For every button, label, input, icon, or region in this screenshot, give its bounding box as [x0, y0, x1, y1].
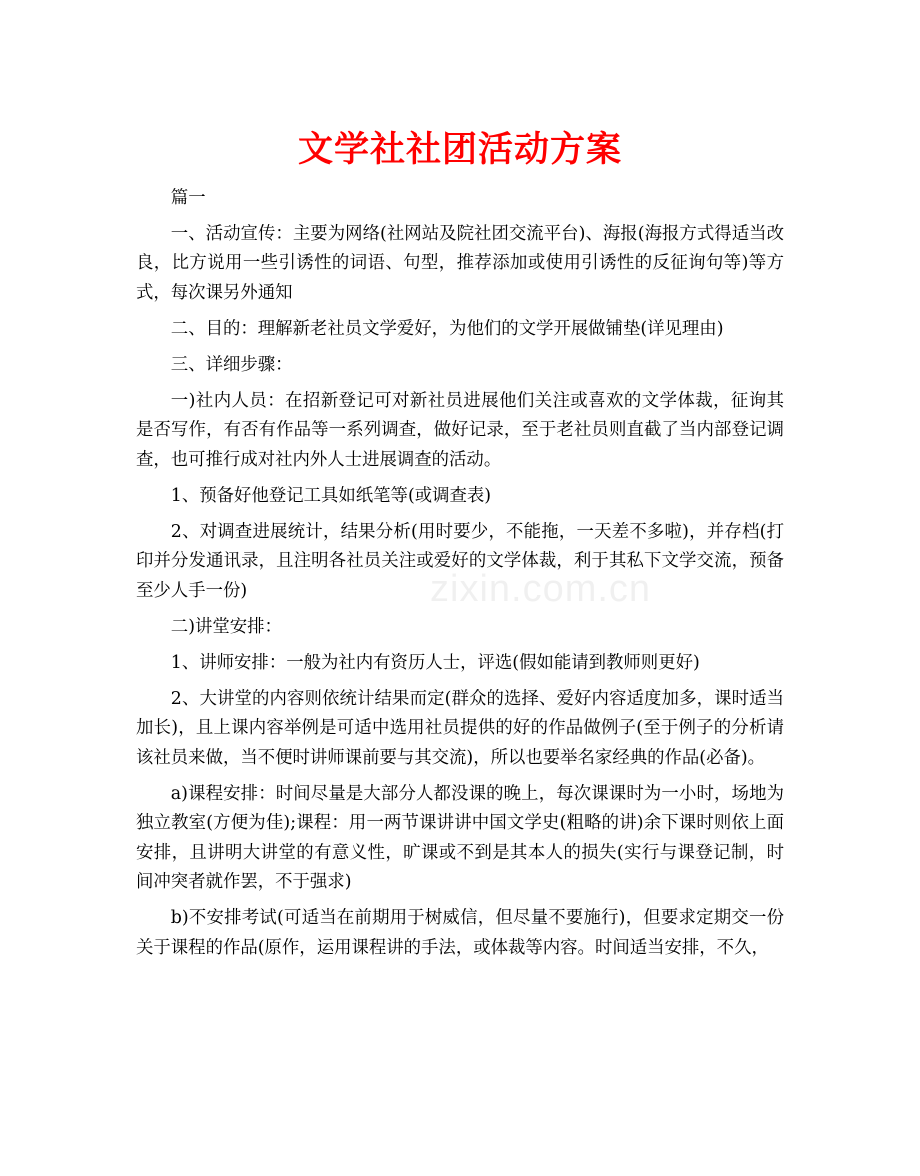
paragraph: 一)社内人员：在招新登记可对新社员进展他们关注或喜欢的文学体裁，征询其是否写作，有否有作品等一系列调查，做好记录，至于老社员则直截了当内部登记调查，也可推行成对社内外人士进展调查的活动。: [136, 390, 784, 470]
document-body: [136, 184, 784, 970]
paragraph: 三、详细步骤：: [170, 354, 293, 375]
paragraph: a)课程安排：时间尽量是大部分人都没课的晚上，每次课课时为一小时，场地为独立教室(方便为佳);课程：用一两节课讲讲中国文学史(粗略的讲)余下课时则依上面安排，且讲明大讲堂的有意义性，旷课或不到是其本人的损失(实行与课登记制，时间冲突者就作罢，不于强求): [136, 783, 784, 893]
paragraph: 1、预备好他登记工具如纸笔等(或调查表): [170, 485, 492, 506]
document-title: 文学社社团活动方案: [297, 130, 622, 170]
paragraph: 1、讲师安排：一般为社内有资历人士，评选(假如能请到教师则更好): [170, 652, 700, 673]
paragraph: 篇一: [170, 188, 206, 208]
paragraph: 2、大讲堂的内容则依统计结果而定(群众的选择、爱好内容适度加多，课时适当加长)，且上课内容举例是可适中选用社员提供的好的作品做例子(至于例子的分析请该社员来做，当不便时讲师课前要与其交流)，所以也要举名家经典的作品(必备)。: [136, 688, 784, 768]
paragraph: 二、目的：理解新老社员文学爱好，为他们的文学开展做铺垫(详见理由): [170, 318, 724, 339]
paragraph: 二)讲堂安排：: [170, 616, 282, 637]
paragraph: 一、活动宣传：主要为网络(社网站及院社团交流平台)、海报(海报方式得适当改良，比方说用一些引诱性的词语、句型，推荐添加或使用引诱性的反征询句等)等方式，每次课另外通知: [136, 223, 784, 304]
paragraph: 2、对调查进展统计，结果分析(用时要少，不能拖，一天差不多啦)，并存档(打印并分发通讯录，且注明各社员关注或爱好的文学体裁，利于其私下文学交流，预备至少人手一份): [136, 521, 784, 601]
watermark: zixin.com.cn: [430, 568, 652, 610]
paragraph: b)不安排考试(可适当在前期用于树威信，但尽量不要施行)，但要求定期交一份关于课程的作品(原作，运用课程讲的手法，或体裁等内容。时间适当安排，不久，: [136, 908, 784, 958]
